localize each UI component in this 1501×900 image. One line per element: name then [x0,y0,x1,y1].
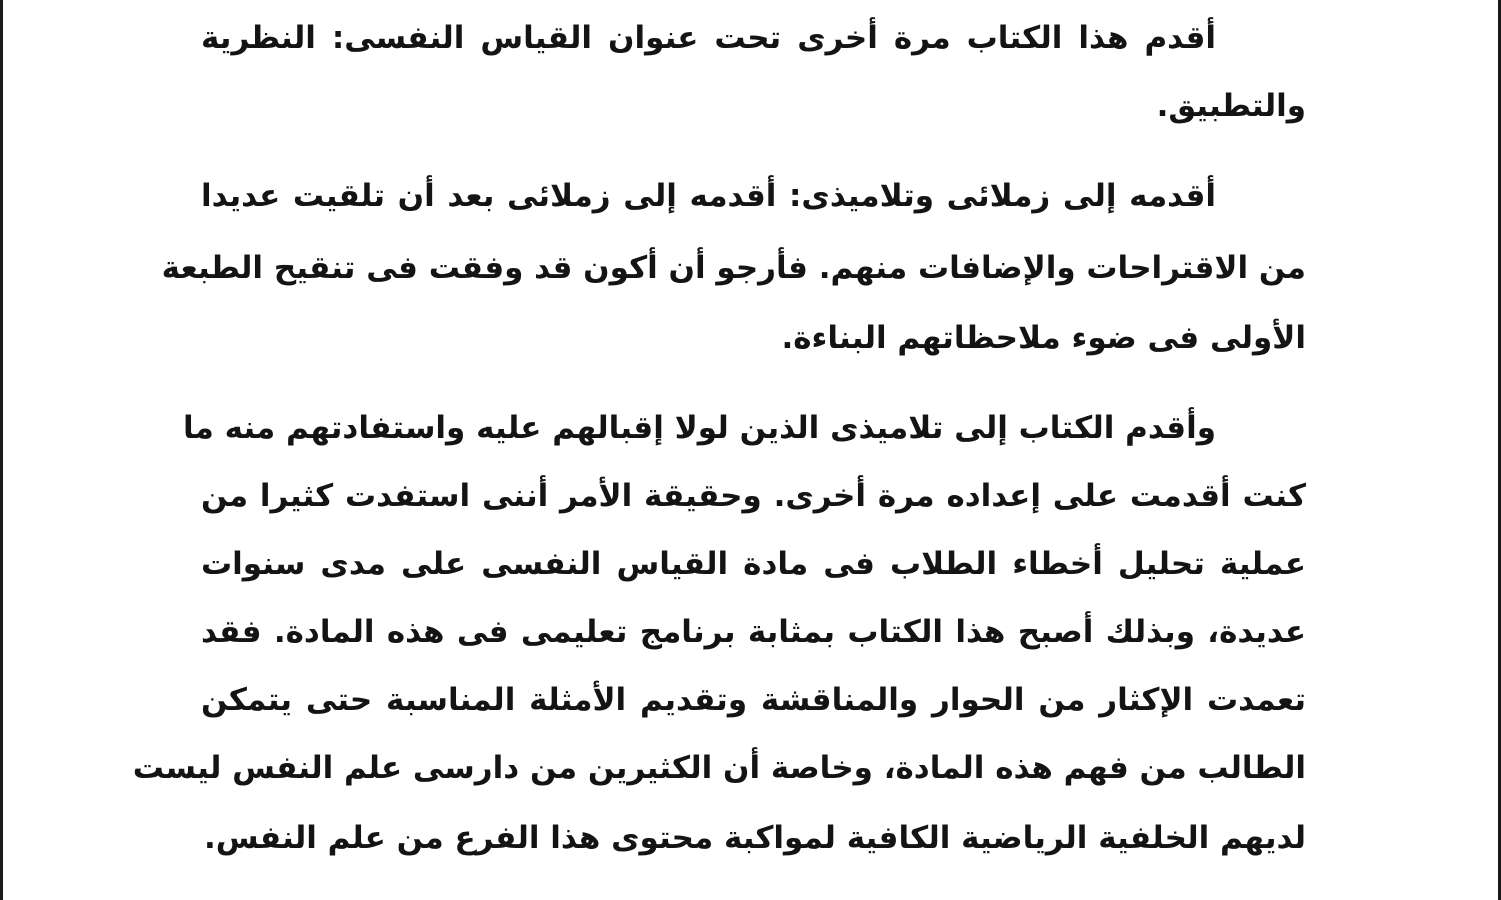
paragraph-3-line-1: وأقدم الكتاب إلى تلاميذى الذين لولا إقبالهم عليه واستفادتهم منه ما [182,410,1216,446]
paragraph-2-line-1: أقدمه إلى زملائى وتلاميذى: أقدمه إلى زملائى بعد أن تلقيت عديدا [201,178,1216,214]
page-left-border [0,0,3,900]
paragraph-2-line-3: الأولى فى ضوء ملاحظاتهم البناءة. [781,320,1306,356]
paragraph-2-line-2: من الاقتراحات والإضافات منهم. فأرجو أن أكون قد وفقت فى تنقيح الطبعة [161,250,1306,286]
paragraph-3-line-3: عملية تحليل أخطاء الطلاب فى مادة القياس النفسى على مدى سنوات [201,546,1306,582]
paragraph-3-line-7: لديهم الخلفية الرياضية الكافية لمواكبة محتوى هذا الفرع من علم النفس. [204,820,1306,856]
paragraph-3-line-5: تعمدت الإكثار من الحوار والمناقشة وتقديم الأمثلة المناسبة حتى يتمكن [201,682,1306,718]
paragraph-1-line-2: والتطبيق. [1156,88,1306,124]
paragraph-1-line-1: أقدم هذا الكتاب مرة أخرى تحت عنوان القياس النفسى: النظرية [201,20,1216,56]
paragraph-3-line-4: عديدة، وبذلك أصبح هذا الكتاب بمثابة برنامج تعليمى فى هذه المادة. فقد [201,614,1306,650]
paragraph-3-line-2: كنت أقدمت على إعداده مرة أخرى. وحقيقة الأمر أننى استفدت كثيرا من [201,478,1306,514]
paragraph-3-line-6: الطالب من فهم هذه المادة، وخاصة أن الكثيرين من دارسى علم النفس ليست [132,750,1306,786]
